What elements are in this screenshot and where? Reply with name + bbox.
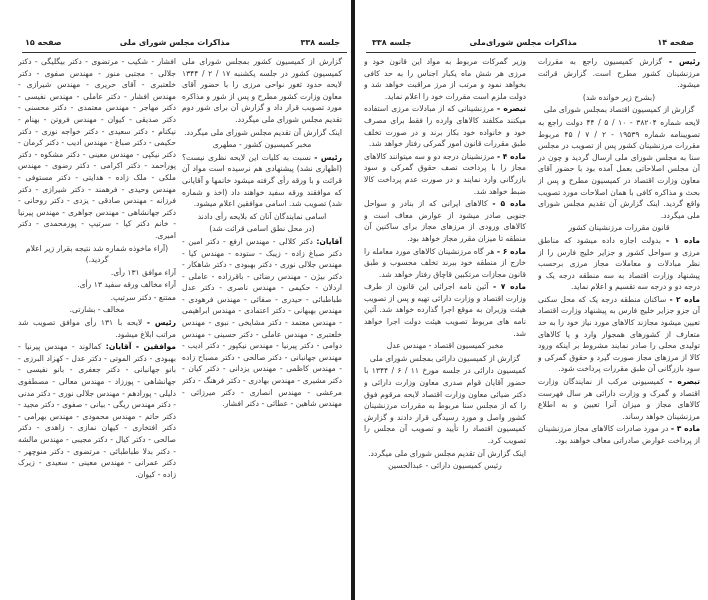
right-page-right-column [538,56,700,596]
left-page-right-column [182,56,342,596]
right-page-left-column [364,56,526,596]
paragraph-lead: آقایان: [316,236,342,246]
paragraph-text: رئیس کمیسیون دارائی - عبدالحسین [388,461,502,471]
paragraph-lead: رئیس - [314,152,342,162]
page-number: صفحه ۱۵ [25,38,62,47]
paragraph-text: (آراء ماخوذه شماره شد نتیجه بقرار زیر اعلام گردید.) [25,243,169,265]
paragraph-lead: موافقین - آقایان: [105,342,176,352]
running-title: مذاکرات مجلس شورای ملی [119,38,230,47]
paragraph-text: آراء موافق ۱۳۱ رأی. [110,267,176,277]
paragraph [18,341,176,480]
paragraph-lead: تبصره - [497,104,526,114]
paragraph-text: در مورد صادرات کالاهای مجاز مرزنشینان از پرداخت عوارض صادراتی معاف خواهند بود. [538,424,700,445]
paragraph-text: ممتنع - دکتر سرتیپ. [110,292,176,302]
paragraph-text: مخبر کمیسیون کشور - مطهری [212,140,312,150]
paragraph-lead: ماده ۵ - [492,199,526,209]
paragraph [538,117,700,221]
header-rule [366,52,696,53]
paragraph-text: اینک گزارش آن تقدیم مجلس شورای ملی میگردد. [184,127,342,137]
session-number: جلسه ۳۳۸ [300,38,340,47]
paragraph-text: لایحه شماره ۳۸۲۰۴ - ۱۰ / ۵ / ۴۴ دولت راجع به تصویبنامه شماره ۱۹۵۳۹ - ۲ / ۷ / ۴۵ مربوط مقررات مرزنشینان کشور پس از تصویب در مجلس سنا به مجلس شورای ملی ارسال گردید و چون در آن مجلس اصلاحاتی بعمل آمده بود با حضور آقای معاون وزارت اقتصاد در کمیسیون مطرح و پس از بحث و مذاکره کافی با همان اصلاحات مورد تصویب واقع گردید. اینک گزارش آن تقدیم مجلس شورای ملی میگردد. [538,117,700,220]
paragraph-text: مخالف - بشارتی. [69,305,125,315]
left-page-left-column [18,56,176,596]
paragraph [182,152,342,210]
paragraph-text: مرزنشینان درجه دو و سه میتوانند کالاهای مجاز را با پرداخت نصف حقوق گمرکی و سود بازرگانی وارد نمایند و در صورت عدم پرداخت کالا ضبط خواهد شد. [364,151,526,196]
paragraph-text: لایحه با ۱۳۱ رأی موافق تصویب شد مراتب ابلاغ میشود. [18,318,176,339]
paragraph-lead: ماده ۶ - [496,246,526,256]
paragraph-lead: ماده ۳ - [670,424,700,434]
paragraph-text: گزارش کمیسیون راجع به مقررات مرزنشینان کشور مطرح است. گزارش قرائت میشود. [538,57,700,90]
paragraph [182,56,342,126]
paragraph-lead: ماده ۴ - [496,151,526,161]
centered-heading [364,340,526,352]
paragraph [538,56,700,91]
paragraph-text: کمیسیونی مرکب از نمایندگان وزارت اقتصاد و گمرک و وزارت دارائی هر سال فهرست کالاهای مجاز و میزان آنرا تعیین و به اطلاع مرزنشینان خواهد رساند. [538,377,700,421]
paragraph [364,281,526,339]
paragraph-text: نسبت به کلیات این لایحه نظری نیست؟ (اظهاری نشد) پیشنهادی هم نرسیده است مواد آن قرائت و با ورقه رأی گرفته میشود خانمها و آقایانی که موافقند ورقه سفید خواهند داد (اخذ و شماره شد) تصویب شد. اسامی موافقین اعلام میشود. [182,152,342,209]
paragraph [18,292,176,304]
paragraph-lead: تبصره - [668,377,700,387]
paragraph-text: گزارش از کمیسیون اقتصاد بمجلس شورای ملی [543,105,695,115]
paragraph [364,198,526,244]
paragraph-text: (در محل نطق اسامی قرائت شد) [209,224,315,234]
session-number: جلسه ۳۳۸ [372,38,412,47]
centered-heading [538,92,700,104]
centered-heading [18,243,176,266]
paragraph-text: گزارش از کمیسیون دارائی بمجلس شورای ملی [369,353,521,363]
paragraph-text: آئین نامه اجرائی این قانون از طرف وزارت اقتصاد و وزارت دارائی تهیه و پس از تصویب هیئت وزیران به موقع اجرا گذارده خواهد شد. آئین نامه های مربوط تصویب هیئت دولت اجرا خواهد شد. [364,282,526,338]
centered-heading [364,353,526,365]
paragraph-text: قانون مقررات مرزنشینان کشور [568,223,670,233]
paragraph-text: دکتر کلالی - مهندس ارفع - دکتر امین - دکتر صباغ زاده - زیبک - ستوده - مهندس کیا - مهندس جلالی نوری - دکتر بهبودی - دکتر شاهکار - دکتر بیژن - مهندس رضائی - باقرزاده - عاملی - اردلان - حکیمی - مهندس ناصری - دکتر عدل طباطبائی - حیدری - صفائی - مهندس فرهودی - مهندس بهبهانی - دکتر اعتمادی - مهندس ابراهیمی - مهندس معتمد - دکتر مشایخی - نبوی - مهندس خلعتبری - مهندس عاملی - دکتر حسینی - مهندس دوامی - دکتر پیرنیا - مهندس نیکپور - دکتر ادیب - مهندس جهانبانی - دکتر صالحی - دکتر مصباح زاده - مهندس کاظمی - مهندس یزدانی - دکتر کیان - دکتر مشیری - مهندس بهادری - دکتر فرهنگ - دکتر مرعشی - مهندس انصاری - دکتر میرزائی - مهندس شاهین - عطائی - دکتر افشار. [182,236,342,409]
paragraph-text: کمالوند - مهندس پیرنیا - بهبودی - دکتر الموتی - دکتر عدل - کهزاد البرزی - بانو جهانبانی - دکتر جعفری - بانو نفیسی - جهانشاهی - پورزاد - مهندس معالی - مصطفوی دلیلی - پورادهم - مهندس جلالی نوری - دکتر مدنی - دکتر مهندس ریگی - بیانی - صفوی - دکتر مجید - دکتر حاتم - مهندس محمودی - مهندس بهرامی - دکتر افتخاری - کیهان نمازی - زاهدی - دکتر صالحی - دکتر کیال - دکتر مجیبی - مهندس مالشه - دکتر بدلا طباطبائی - مرتضوی - دکتر منوچهر - دکتر عمرانی - مهندس معینی - سعیدی - زیرک زاده - کیوان. [18,342,176,479]
paragraph-text: کمیسیون دارائی در جلسه مورخ ۱۱ / ۶ / ۱۳۴۴ با حضور آقایان قوام صدری معاون وزارت دارائی و دکتر ضیائی معاون وزارت اقتصاد لایحه مرقوم فوق را که از مجلس سنا مربوط به مقررات مرزنشینان کشور واصل و مورد رسیدگی قرار دادند و گزارش کمیسیون اقتصاد را تأیید و تصویب آن مجلس را تصویب کرد. [364,366,526,445]
paragraph [364,151,526,197]
paragraph [364,246,526,281]
paragraph [18,267,176,279]
paragraph-text: گزارش از کمیسیون کشور بمجلس شورای ملی کمیسیون کشور در جلسه یکشنبه ۱۷ / ۲ / ۱۳۴۴ لایحه حدود ثغور نواحی مرزی را با حضور آقای معاون وزارت کشور مطرح و پس از شور و مذاکره مورد تصویب قرار داد و گزارش آن برای شور دوم تقدیم مجلس شورای ملی میگردد. [182,57,342,124]
page-number: صفحه ۱۴ [657,38,694,47]
paragraph [182,127,342,139]
paragraph-text: اینک گزارش آن تقدیم مجلس شورای ملی میگردد. [368,448,526,458]
centered-heading [538,222,700,234]
paragraph-text: (بشرح زیر خوانده شد) [582,92,656,102]
paragraph [364,365,526,446]
centered-heading [538,104,700,116]
paragraph [364,448,526,460]
paragraph-text: اسامی نمایندگان آنان که بلایحه رأی دادند [197,211,327,221]
paragraph [538,423,700,446]
paragraph-text: مخبر کمیسیون اقتصاد - مهندس عدل [386,341,504,351]
paragraph-text: ساکنان منطقه درجه یک که محل سکنی آن جزو جزایر خلیج فارس به پیشنهاد وزارت اقتصاد تعیین میشود مجازند کالاهای مورد نیاز خود را به حد متعارف از کشورهای همجوار وارد و یا کالاهای تولیدی محلی را صادر نمایند مشروط بر اینکه ورود کالا از مرزهای مجاز صورت گیرد و حقوق گمرکی و سود بازرگانی آن طبق مقررات پرداخت شود. [538,294,700,374]
paragraph [364,103,526,149]
paragraph-lead: رئیس - [146,318,176,328]
centered-heading [182,139,342,151]
paragraph [538,235,700,293]
centered-heading [364,460,526,472]
paragraph [18,317,176,340]
paragraph [538,376,700,422]
centered-heading [18,304,176,316]
paragraph-lead: رئیس - [668,57,700,66]
paragraph [364,56,526,102]
centered-heading [182,211,342,223]
paragraph-lead: ماده ۲ - [669,294,700,304]
paragraph [538,294,700,375]
header-rule [22,52,347,53]
paragraph-text: مرزنشینانی که از مبادلات مرزی استفاده میکنند مکلفند کالاهای وارده را فقط برای مصرف خود و خانواده خود بکار برند و در صورت تخلف طبق مقررات قانون امور گمرکی رفتار خواهد شد. [364,104,526,149]
paragraph-text: افشار - شکیب - مرتضوی - دکتر بیگلیگی - دکتر جلالی - مجتبی منور - مهندس صفوی - دکتر خلعتبری - آقای حریری - مهندس شیرازی - مهندس افشار - دکتر عاملی - مهندس نفیسی - دکتر مهاجر - مهندس معتمدی - دکتر محسنی - دکتر صدیقی - کیوان - مهندس فروتن - بهنام - نیکنام - دکتر سعیدی - دکتر خواجه نوری - دکتر حکیمی - دکتر صباغ - مهندس ادیب - دکتر کرمان - دکتر نیکپی - مهندس معینی - دکتر مشکوه - دکتر پوراحمد - دکتر اکرامی - دکتر رضوی - مهندس ملکی - ملک زاده - هدایتی - دکتر مستوفی - مهندس وحیدی - فرهمند - دکتر شیرازی - دکتر فرزانه - مهندس صادقی - یزدی - دکتر روحانی - دکتر جهانشاهی - مهندس جواهری - مهندس پیرنیا - خانم دکتر کیا - سرتیپ - پورمحمدی - دکتر امیری. [18,57,176,240]
paragraph-lead: ماده ۷ - [492,282,526,292]
right-page [354,0,708,600]
left-page-header [15,38,345,50]
paragraph [18,279,176,291]
running-title: مذاکرات مجلس شورای‌ملی [469,38,577,47]
paragraph-text: کالاهای ایرانی که از بنادر و سواحل جنوبی صادر میشود از عوارض معاف است و کالاهای ورودی از مرزهای مجاز برای ساکنین آن منطقه تا میزان مقرر مجاز خواهد بود. [364,199,526,243]
paragraph-text: وزیر گمرکات مربوط به مواد این قانون خود و مرزی هر شش ماه یکبار اجناس را به حد کافی بخواهد نمود و مرتب از مرز مراقبت خواهد شد و دولت ملزم است مقررات خود را اعلام نماید. [364,57,526,101]
paragraph [18,56,176,242]
paragraph-text: بدولت اجازه داده میشود که مناطق مرزی و سواحل کشور و جزایر خلیج فارس را از نظر مبادلات و معاملات مجاز مرزی برحسب پیشنهاد وزارت اقتصاد به سه منطقه درجه یک و درجه دو و درجه سه تقسیم و اعلام نماید. [538,235,700,292]
paragraph-lead: ماده ۱ - [665,235,700,245]
paragraph-text: هر گاه مرزنشینان کالاهای مورد معامله را خارج از منطقه خود ببرند تخلف محسوب و طبق قانون مجازات مرتکبین قاچاق رفتار خواهد شد. [364,246,526,279]
centered-heading [182,223,342,235]
paragraph [182,236,342,410]
right-page-header [362,38,702,50]
paragraph-text: آراء مخالف ورقه سفید ۱۳ رأی. [77,280,176,290]
